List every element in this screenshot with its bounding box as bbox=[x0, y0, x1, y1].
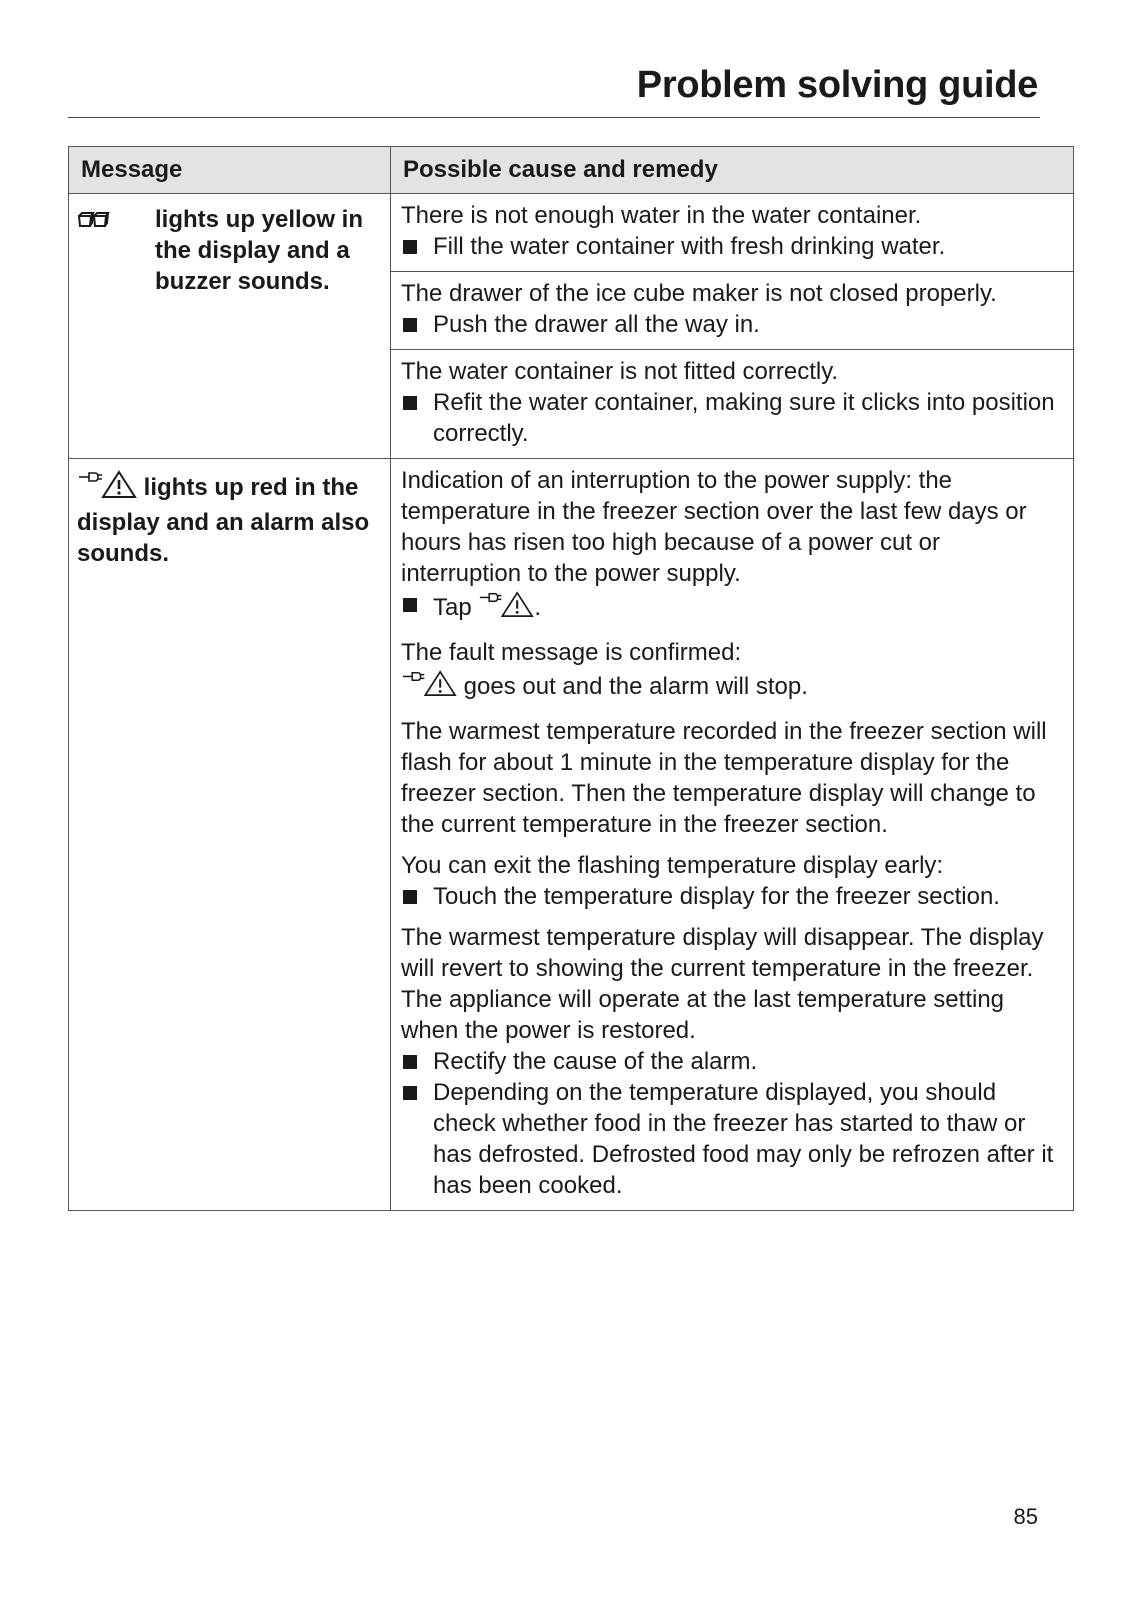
bullet-square-icon bbox=[403, 890, 417, 904]
cause-text: goes out and the alarm will stop. bbox=[463, 673, 808, 700]
bullet-square-icon bbox=[403, 598, 417, 612]
table-header-row bbox=[69, 147, 1074, 194]
problem-table bbox=[68, 146, 1074, 1211]
header-cause: Possible cause and remedy bbox=[391, 147, 1074, 194]
table-row bbox=[69, 194, 1074, 272]
cause-text: You can exit the flashing temperature display early: bbox=[401, 852, 944, 879]
bullet-square-icon bbox=[403, 318, 417, 332]
bullet-square-icon bbox=[403, 1055, 417, 1069]
cause-text: Indication of an interruption to the power supply: the temperature in the freezer section over the last few days or hours has risen too high because of a power cut or interruption to the power supply. bbox=[401, 467, 1027, 587]
cause-cell bbox=[391, 272, 1074, 350]
remedy-bullet: Tap . bbox=[401, 589, 1063, 627]
power-failure-warning-icon bbox=[478, 589, 534, 627]
message-text: lights up red in the display and an alarm also sounds. bbox=[77, 474, 370, 567]
cause-text: There is not enough water in the water container. bbox=[401, 202, 922, 229]
bullet-square-icon bbox=[403, 396, 417, 410]
table-row bbox=[69, 459, 1074, 1211]
ice-cube-icon bbox=[77, 204, 155, 297]
cause-text: The warmest temperature recorded in the freezer section will flash for about 1 minute in the temperature display for the freezer section. Then the temperature display will change to the current temperature in the freezer section. bbox=[401, 718, 1047, 838]
message-cell bbox=[69, 459, 391, 1211]
page-title: Problem solving guide bbox=[636, 64, 1038, 106]
title-rule bbox=[68, 117, 1040, 118]
remedy-bullet: Rectify the cause of the alarm. bbox=[401, 1046, 1063, 1077]
cause-text: The fault message is confirmed: bbox=[401, 639, 742, 666]
remedy-bullet: Refit the water container, making sure it clicks into position correctly. bbox=[401, 387, 1063, 449]
cause-text: The drawer of the ice cube maker is not closed properly. bbox=[401, 280, 997, 307]
remedy-bullet: Push the drawer all the way in. bbox=[401, 309, 1063, 340]
message-text: lights up yellow in the display and a buzzer sounds. bbox=[155, 206, 364, 295]
cause-text: The water container is not fitted correctly. bbox=[401, 358, 839, 385]
header-message: Message bbox=[69, 147, 391, 194]
remedy-bullet: Fill the water container with fresh drinking water. bbox=[401, 231, 1063, 262]
bullet-square-icon bbox=[403, 240, 417, 254]
cause-cell bbox=[391, 459, 1074, 1211]
message-cell bbox=[69, 194, 391, 459]
cause-cell bbox=[391, 350, 1074, 459]
bullet-square-icon bbox=[403, 1086, 417, 1100]
page-number: 85 bbox=[1013, 1504, 1038, 1529]
remedy-bullet: Depending on the temperature displayed, you should check whether food in the freezer has started to thaw or has defrosted. Defrosted food may only be refrozen after it has been cooked. bbox=[401, 1077, 1063, 1201]
cause-text: The warmest temperature display will disappear. The display will revert to showing the current temperature in the freezer. The appliance will operate at the last temperature setting when the power is restored. bbox=[401, 924, 1044, 1044]
power-failure-warning-icon bbox=[401, 668, 457, 706]
cause-cell bbox=[391, 194, 1074, 272]
remedy-bullet: Touch the temperature display for the freezer section. bbox=[401, 881, 1063, 912]
power-failure-warning-icon bbox=[77, 469, 137, 507]
